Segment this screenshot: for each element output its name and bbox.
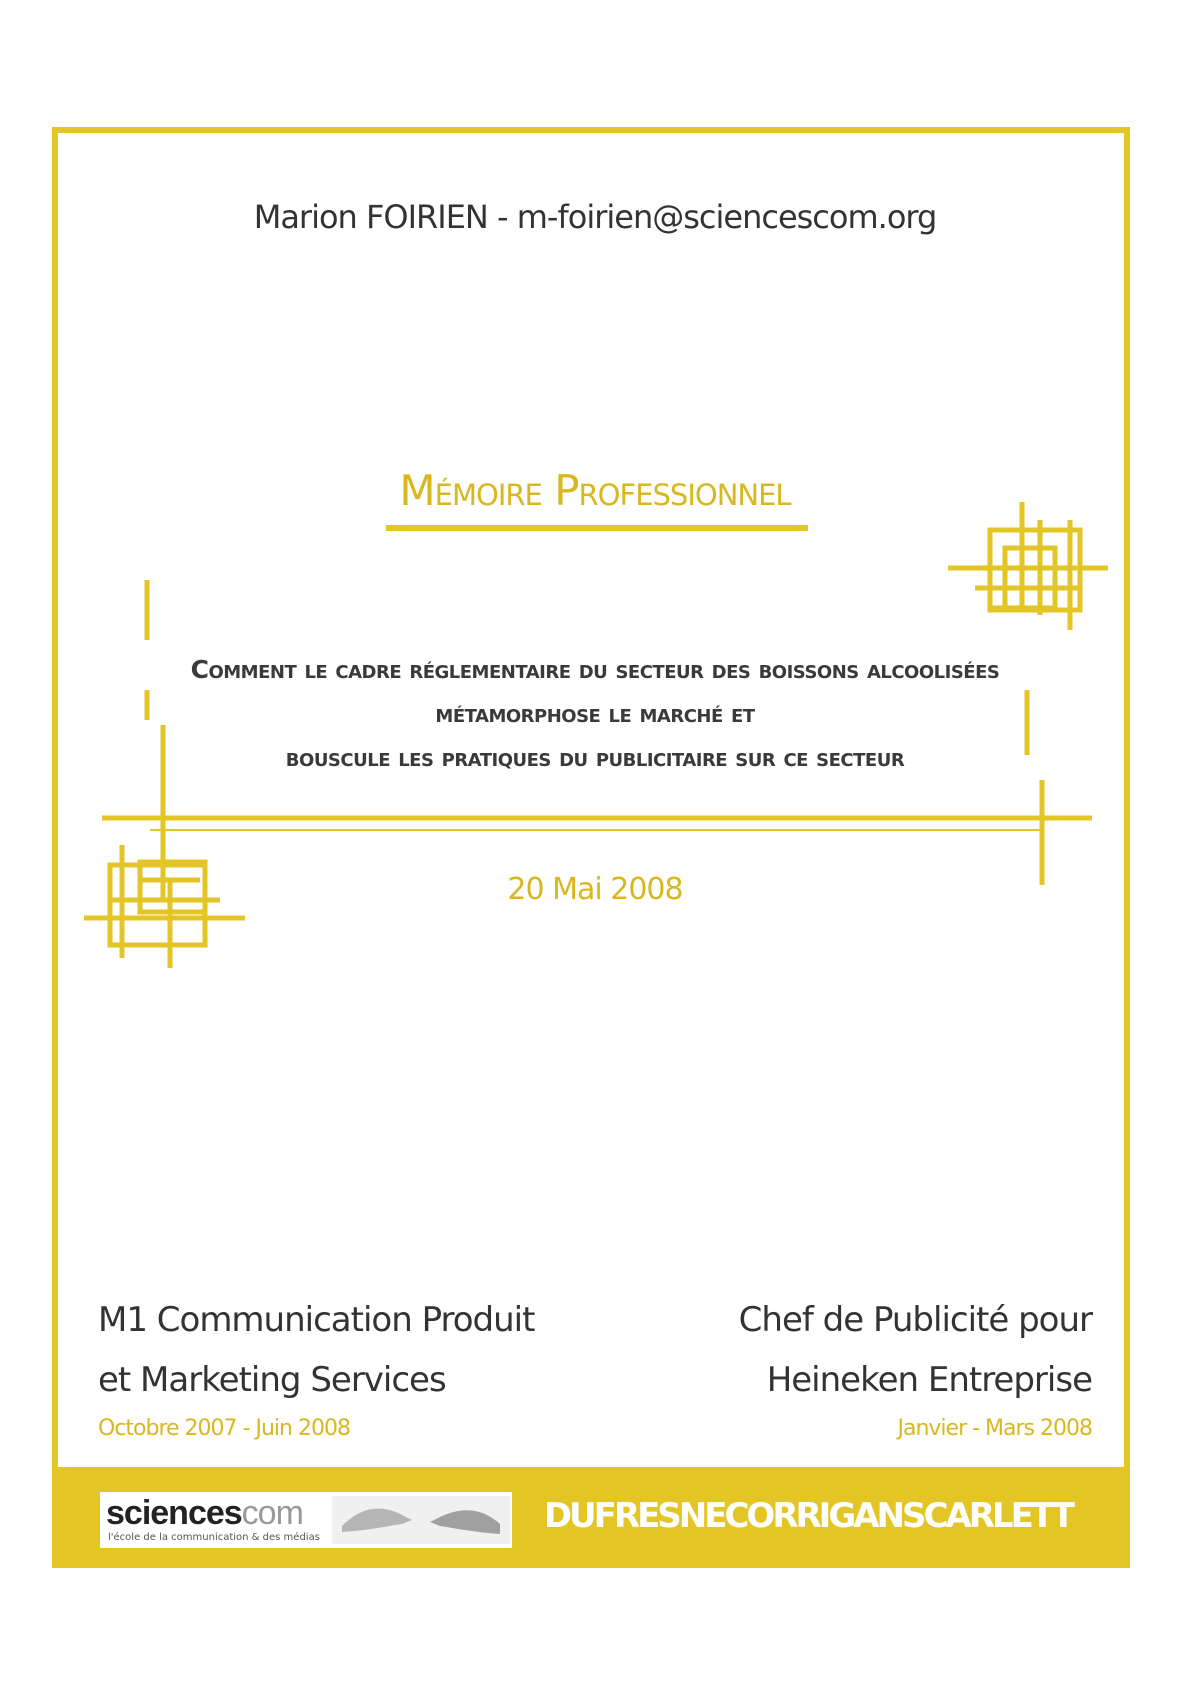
subtitle-line-1: Comment le cadre réglementaire du secteur des boissons alcoolisées — [190, 655, 1000, 684]
program-period: Octobre 2007 - Juin 2008 — [98, 1416, 350, 1441]
program-line-2: et Marketing Services — [98, 1360, 446, 1400]
document-date: 20 Mai 2008 — [507, 872, 683, 907]
document-subtitle — [100, 648, 1090, 780]
role-line-2: Heineken Entreprise — [766, 1360, 1092, 1400]
logo-tagline: l'école de la communication & des médias — [108, 1532, 320, 1543]
role-block — [739, 1290, 1092, 1441]
creation-hands-icon — [332, 1496, 510, 1544]
program-line-1: M1 Communication Produit — [98, 1300, 535, 1340]
agency-logo: DUFRESNECORRIGANSCARLETT — [543, 1496, 1072, 1536]
program-block — [98, 1290, 534, 1441]
role-line-1: Chef de Publicité pour — [738, 1300, 1092, 1340]
author-line: Marion FOIRIEN - m-foirien@sciencescom.org — [253, 198, 937, 236]
subtitle-line-2: métamorphose le marché et — [435, 699, 755, 728]
title-underline — [386, 525, 808, 531]
role-period: Janvier - Mars 2008 — [897, 1416, 1092, 1441]
logo-bold-text: sciences — [106, 1494, 242, 1532]
subtitle-line-3: bouscule les pratiques du publicitaire sur ce secteur — [285, 743, 905, 772]
document-title: Mémoire Professionnel — [399, 466, 791, 515]
logo-light-text: com — [241, 1494, 303, 1532]
sciencescom-logo — [100, 1492, 512, 1548]
